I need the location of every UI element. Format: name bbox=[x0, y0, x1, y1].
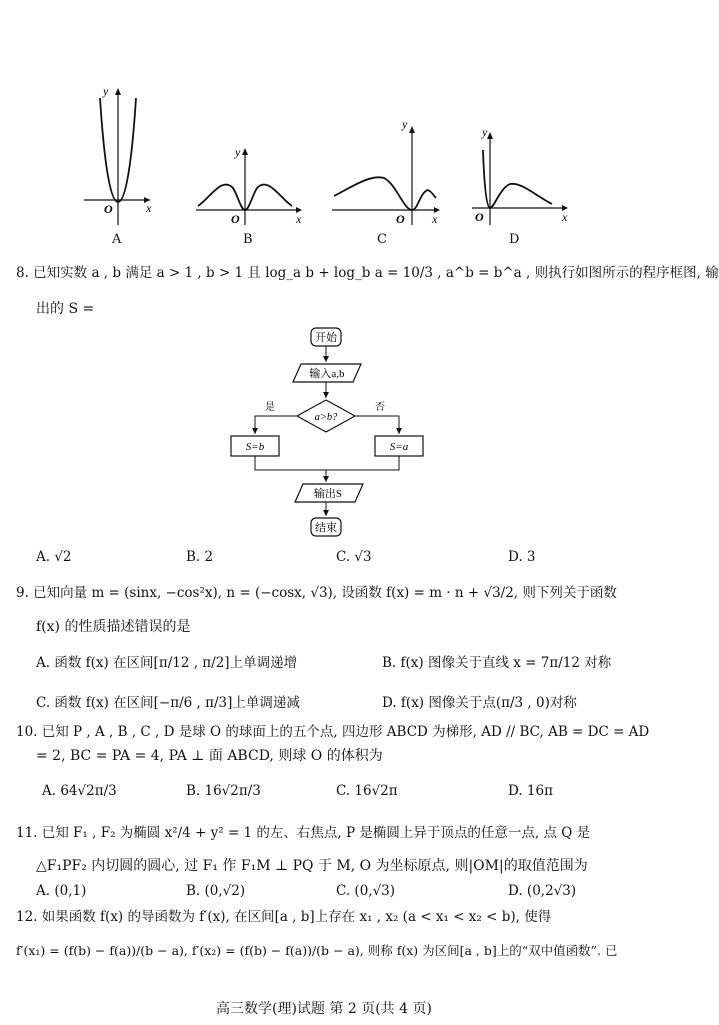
q11-option-a: A. (0,1) bbox=[36, 883, 87, 899]
q9-line2: f(x) 的性质描述错误的是 bbox=[36, 619, 191, 635]
q11-line2: △F₁PF₂ 内切圆的圆心, 过 F₁ 作 F₁M ⊥ PQ 于 M, O 为坐标原点, 则|OM|的取值范围为 bbox=[36, 858, 588, 874]
graph-c-label: C bbox=[377, 232, 387, 247]
graph-a-y-label: y bbox=[103, 84, 109, 98]
q10-option-d: D. 16π bbox=[508, 783, 553, 799]
q8-option-a: A. √2 bbox=[36, 549, 72, 565]
q8-option-c: C. √3 bbox=[336, 549, 372, 565]
graph-b-origin: O bbox=[231, 212, 240, 226]
graph-b-x-label: x bbox=[296, 212, 302, 226]
graph-d-x-label: x bbox=[562, 210, 568, 224]
q10-option-a: A. 64√2π/3 bbox=[42, 783, 117, 799]
graph-d-label: D bbox=[509, 232, 520, 247]
graph-b bbox=[196, 145, 302, 226]
q11-option-d: D. (0,2√3) bbox=[508, 883, 577, 899]
flow-left-text: S=b bbox=[245, 441, 265, 453]
flow-end-text: 结束 bbox=[315, 522, 337, 534]
q9-line1: 9. 已知向量 m = (sinx, −cos²x), n = (−cosx, √3), 设函数 f(x) = m · n + √3/2, 则下列关于函数 bbox=[16, 585, 617, 601]
graph-c bbox=[332, 117, 440, 226]
q11-option-b: B. (0,√2) bbox=[186, 883, 246, 899]
flow-right-text: S=a bbox=[389, 441, 409, 453]
q9-option-d: D. f(x) 图像关于点(π/3 , 0)对称 bbox=[382, 695, 577, 711]
q9-option-a: A. 函数 f(x) 在区间[π/12 , π/2]上单调递增 bbox=[36, 655, 298, 671]
graph-c-x-label: x bbox=[432, 212, 438, 226]
graph-d bbox=[472, 125, 568, 225]
graphs-figure bbox=[0, 80, 648, 250]
q9-option-b: B. f(x) 图像关于直线 x = 7π/12 对称 bbox=[382, 655, 612, 671]
q10-line2: = 2, BC = PA = 4, PA ⊥ 面 ABCD, 则球 O 的体积为 bbox=[36, 748, 383, 764]
graph-c-y-label: y bbox=[402, 117, 408, 131]
q8-option-d: D. 3 bbox=[508, 549, 536, 565]
flow-input-text: 输入a,b bbox=[309, 368, 345, 380]
q10-option-b: B. 16√2π/3 bbox=[186, 783, 261, 799]
graph-b-y-label: y bbox=[235, 145, 241, 159]
flow-start-text: 开始 bbox=[315, 332, 337, 344]
flow-no-label: 否 bbox=[375, 402, 385, 413]
graph-a-origin: O bbox=[104, 202, 113, 216]
graph-a-label: A bbox=[112, 232, 122, 247]
graph-a-x-label: x bbox=[146, 201, 152, 215]
graph-a bbox=[84, 84, 152, 225]
page-footer: 高三数学(理)试题 第 2 页(共 4 页) bbox=[216, 1001, 432, 1017]
graph-d-origin: O bbox=[475, 210, 484, 224]
graph-d-y-label: y bbox=[482, 125, 488, 139]
q11-line1: 11. 已知 F₁ , F₂ 为椭圆 x²/4 + y² = 1 的左、右焦点, P 是椭圆上异于顶点的任意一点, 点 Q 是 bbox=[16, 825, 591, 841]
q12-line1: 12. 如果函数 f(x) 的导函数为 f′(x), 在区间[a , b]上存在 x₁ , x₂ (a < x₁ < x₂ < b), 使得 bbox=[16, 909, 552, 925]
q9-option-c: C. 函数 f(x) 在区间[−π/6 , π/3]上单调递减 bbox=[36, 695, 300, 711]
q8-option-b: B. 2 bbox=[186, 549, 214, 565]
q12-line2: f′(x₁) = (f(b) − f(a))/(b − a), f′(x₂) = (f(b) − f(a))/(b − a), 则称 f(x) 为区间[a , b]上的“双中值函数”. 已 bbox=[16, 943, 618, 958]
flowchart bbox=[225, 320, 435, 542]
graph-b-label: B bbox=[243, 232, 253, 247]
q8-line2: 出的 S = bbox=[36, 301, 95, 317]
graph-c-origin: O bbox=[396, 212, 405, 226]
q10-option-c: C. 16√2π bbox=[336, 783, 398, 799]
flow-decision-text: a>b? bbox=[314, 412, 338, 423]
flow-yes-label: 是 bbox=[265, 402, 275, 413]
q8-line1: 8. 已知实数 a , b 满足 a > 1 , b > 1 且 log_a b + log_b a = 10/3 , a^b = b^a , 则执行如图所示的程序框图, 输 bbox=[16, 265, 719, 281]
flow-output-text: 输出S bbox=[313, 488, 343, 500]
q11-option-c: C. (0,√3) bbox=[336, 883, 396, 899]
q10-line1: 10. 已知 P , A , B , C , D 是球 O 的球面上的五个点, 四边形 ABCD 为梯形, AD // BC, AB = DC = AD bbox=[16, 724, 650, 740]
